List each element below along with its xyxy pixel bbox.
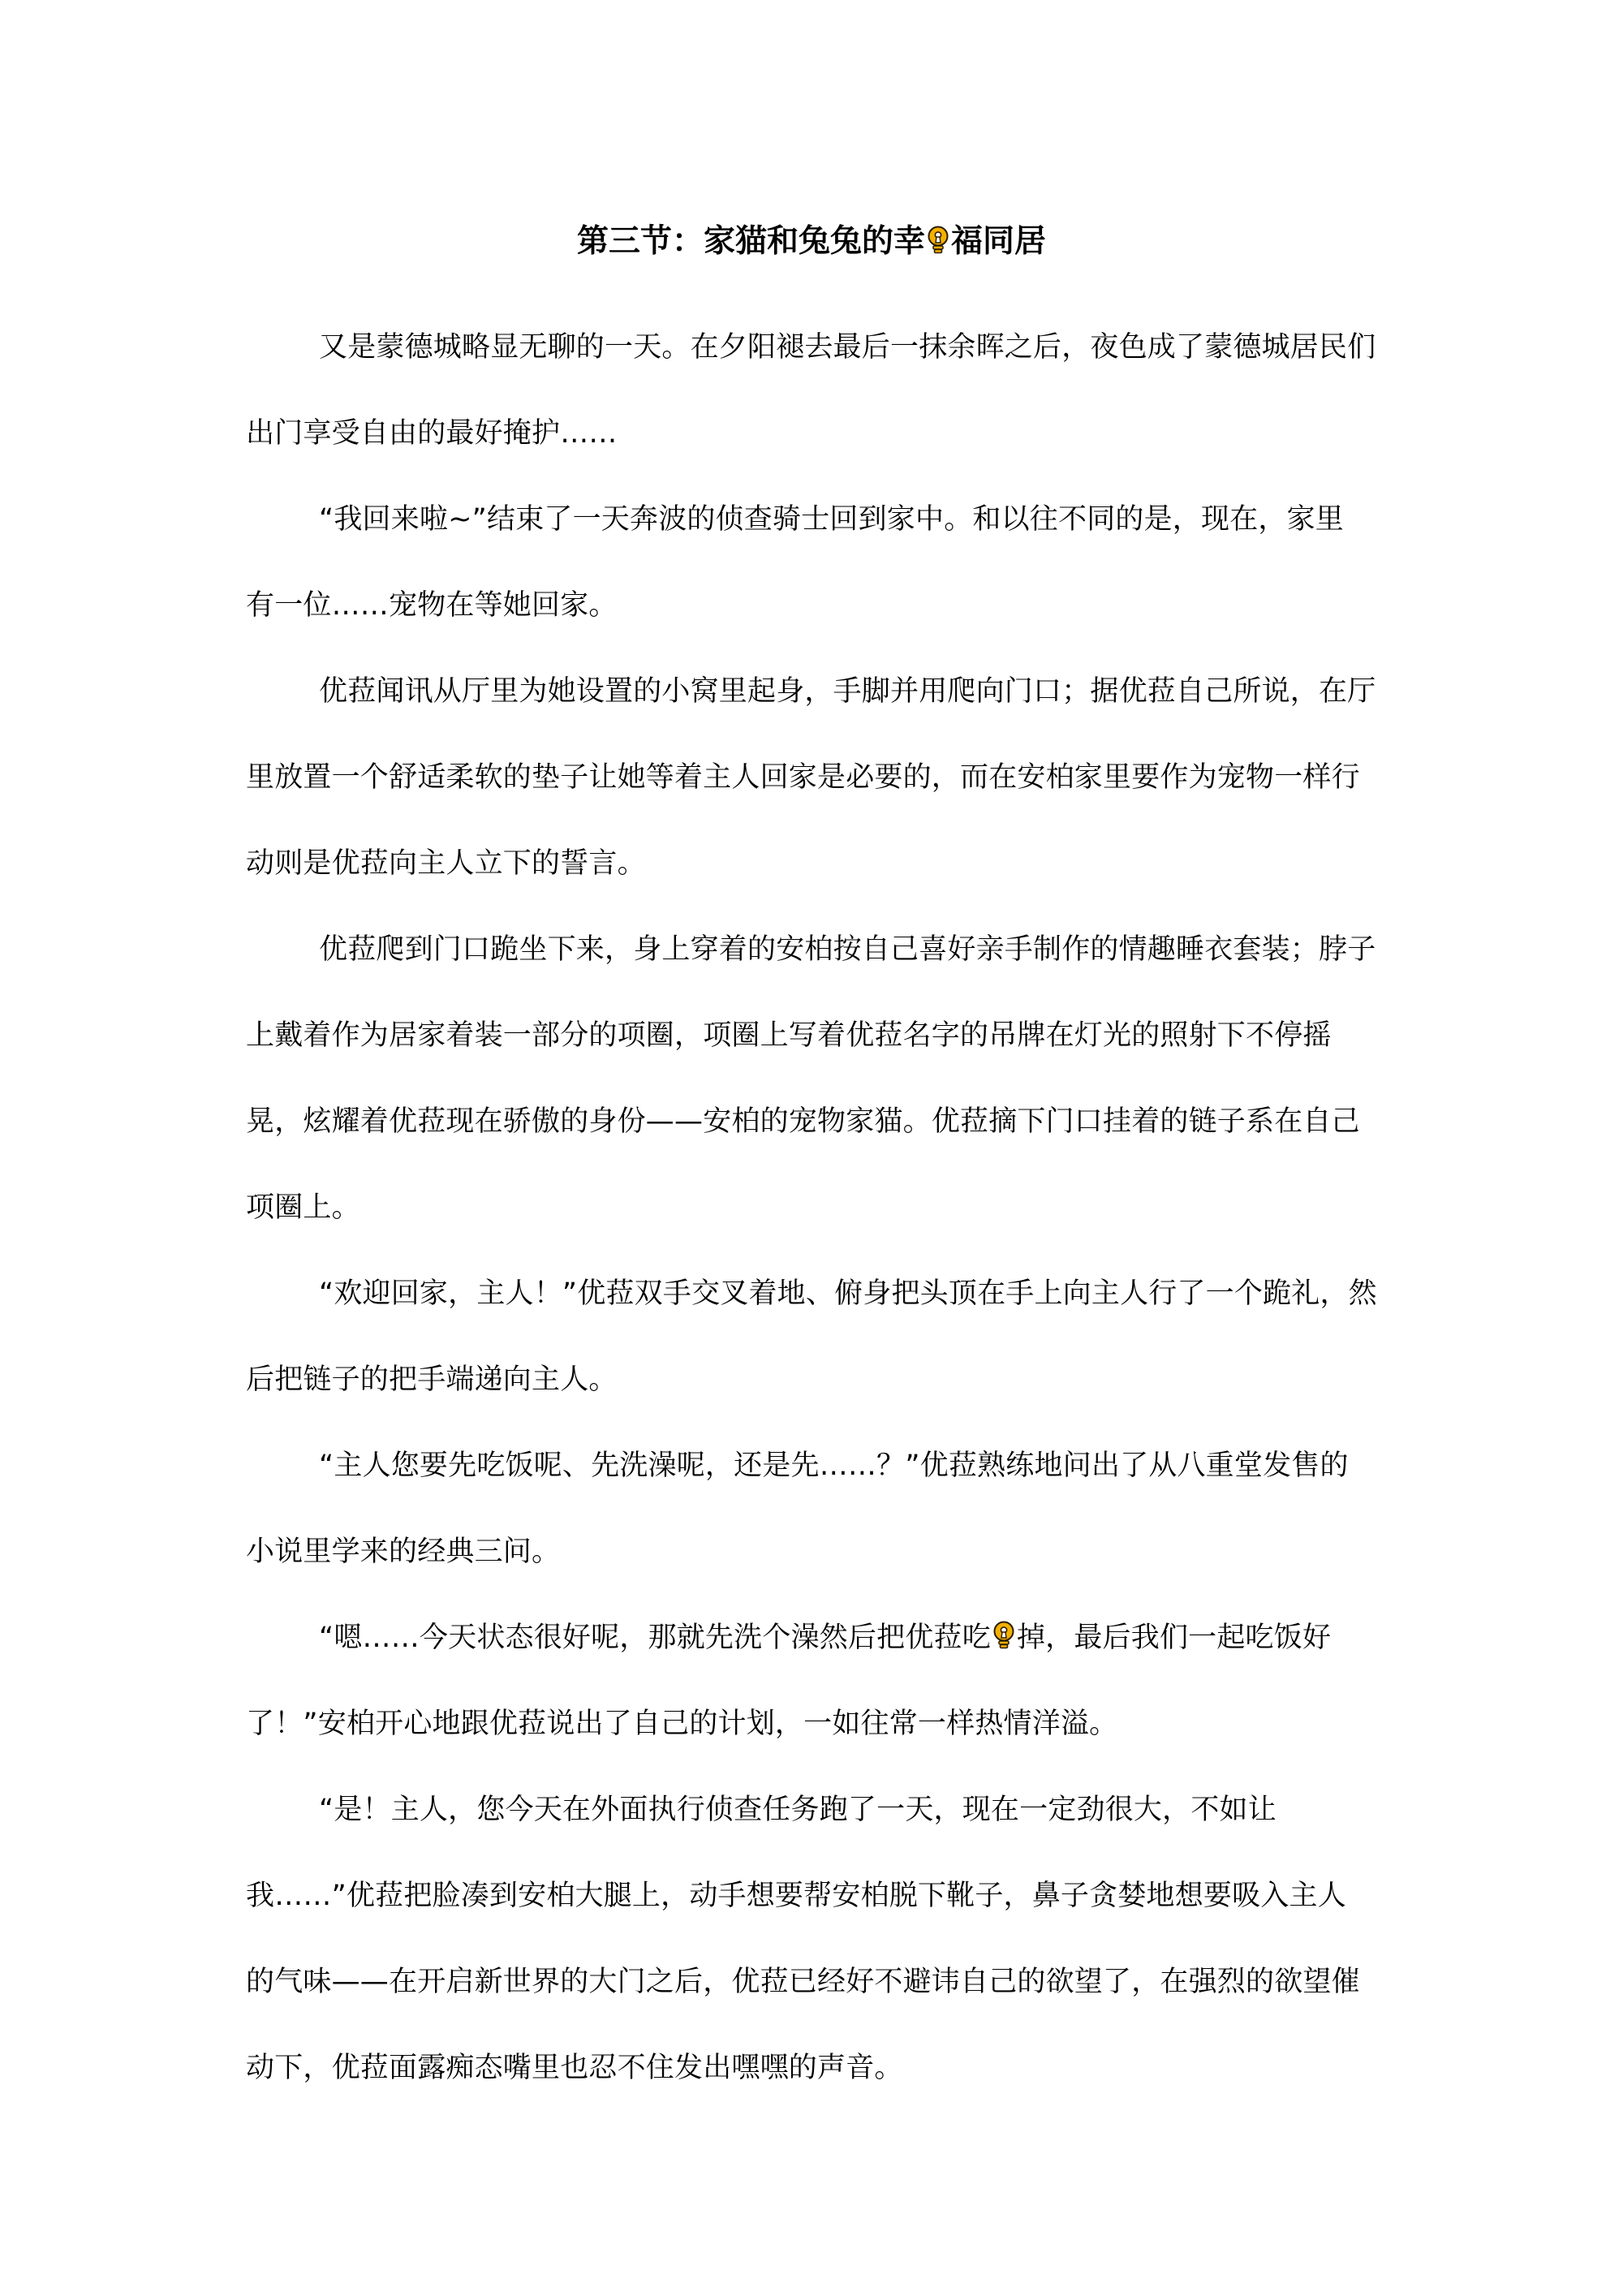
text-line: 上戴着作为居家着装一部分的项圈，项圈上写着优菈名字的吊牌在灯光的照射下不停摇: [246, 1019, 1332, 1052]
text-line: 优菈闻讯从厅里为她设置的小窝里起身，手脚并用爬向门口；据优菈自己所说，在厅: [319, 675, 1376, 708]
text-line: [246, 1595, 1398, 1681]
text-line: 晃，炫耀着优菈现在骄傲的身份——安柏的宠物家猫。优菈摘下门口挂着的链子系在自己: [246, 1105, 1360, 1138]
text-line: “我回来啦~”结束了一天奔波的侦查骑士回到家中。和以往不同的是，现在，家里: [319, 503, 1344, 536]
keyhole-bulb-icon: [926, 226, 950, 256]
paragraph-6: [246, 1423, 1398, 1595]
paragraph-2: [246, 476, 1398, 648]
text-line: 后把链子的把手端递向主人。: [246, 1363, 618, 1396]
text-line: 又是蒙德城略显无聊的一天。在夕阳褪去最后一抹余晖之后，夜色成了蒙德城居民们: [319, 331, 1376, 364]
paragraph-3: [246, 648, 1398, 907]
text-line: “是！主人，您今天在外面执行侦查任务跑了一天，现在一定劲很大，不如让: [319, 1794, 1276, 1826]
text-line: 出门享受自由的最好掩护……: [246, 417, 618, 450]
text-segment: 掉，最后我们一起吃饭好: [1016, 1622, 1332, 1654]
body-text: [246, 304, 1398, 2111]
section-title: [0, 218, 1623, 266]
section-title-text-end: 福同居: [951, 223, 1047, 260]
text-line: 我……”优菈把脸凑到安柏大腿上，动手想要帮安柏脱下靴子，鼻子贪婪地想要吸入主人: [246, 1880, 1346, 1912]
text-segment: “嗯……今天状态很好呢，那就先洗个澡然后把优菈吃: [319, 1622, 991, 1654]
text-line: 小说里学来的经典三问。: [246, 1536, 561, 1568]
paragraph-7: [246, 1595, 1398, 1767]
section-title-text-start: 第三节：家猫和兔兔的幸: [576, 223, 925, 260]
text-line: 了！”安柏开心地跟优菈说出了自己的计划，一如往常一样热情洋溢。: [246, 1708, 1118, 1740]
text-line: 项圈上。: [246, 1191, 360, 1224]
text-line: 的气味——在开启新世界的大门之后，优菈已经好不避讳自己的欲望了，在强烈的欲望催: [246, 1966, 1360, 1998]
text-line: 里放置一个舒适柔软的垫子让她等着主人回家是必要的，而在安柏家里要作为宠物一样行: [246, 761, 1360, 794]
text-line: 动下，优菈面露痴态嘴里也忍不住发出嘿嘿的声音。: [246, 2052, 903, 2084]
paragraph-4: [246, 907, 1398, 1251]
paragraph-1: [246, 304, 1398, 476]
text-line: 动则是优菈向主人立下的誓言。: [246, 847, 646, 880]
paragraph-5: [246, 1251, 1398, 1423]
paragraph-8: [246, 1767, 1398, 2111]
keyhole-bulb-icon: [992, 1621, 1016, 1652]
text-line: “主人您要先吃饭呢、先洗澡呢，还是先……？”优菈熟练地问出了从八重堂发售的: [319, 1450, 1349, 1482]
text-line: 优菈爬到门口跪坐下来，身上穿着的安柏按自己喜好亲手制作的情趣睡衣套装；脖子: [319, 933, 1376, 966]
text-line: “欢迎回家，主人！”优菈双手交叉着地、俯身把头顶在手上向主人行了一个跪礼，然: [319, 1277, 1377, 1310]
text-line: 有一位……宠物在等她回家。: [246, 589, 618, 622]
